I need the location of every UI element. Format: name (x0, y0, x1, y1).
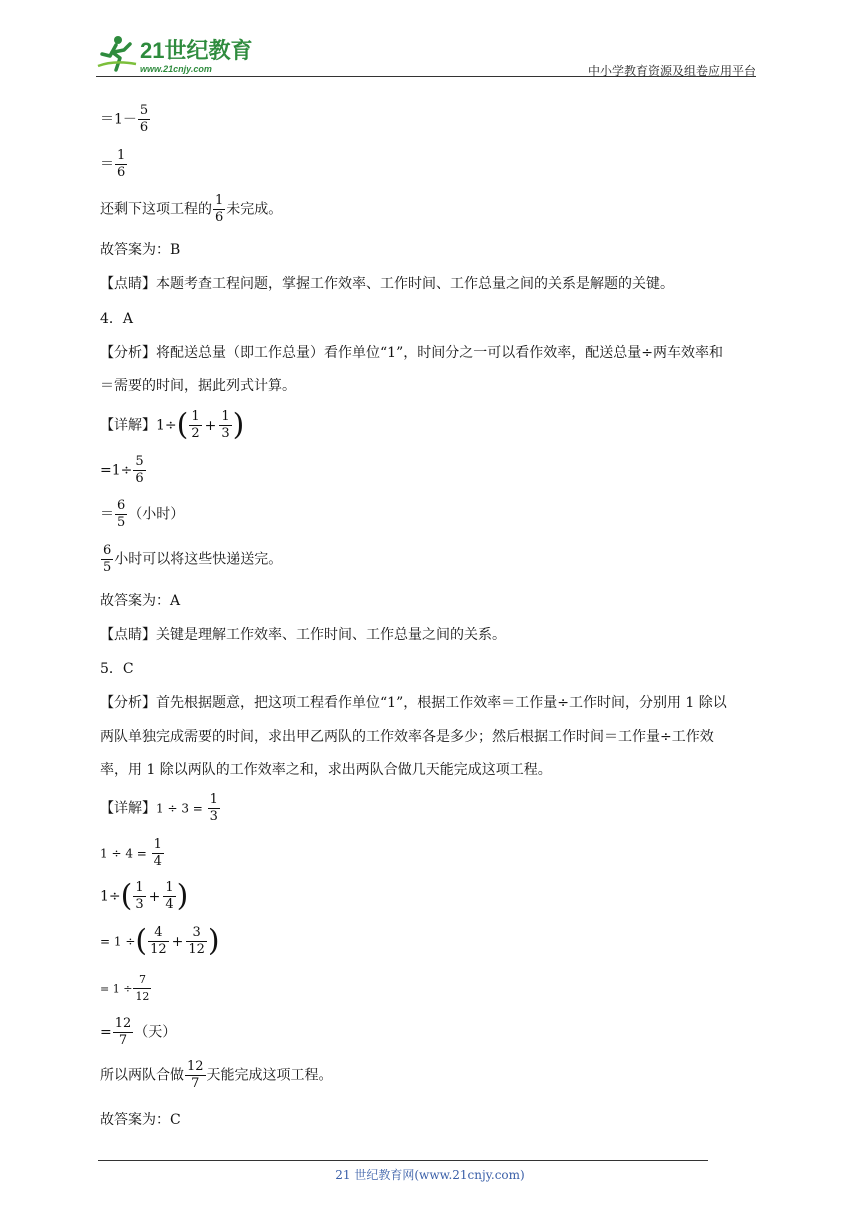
solution-line: 还剩下这项工程的 $\frac{1}{6}$ 未完成。 (100, 193, 283, 225)
answer-line: 故答案为：B (100, 242, 181, 258)
page-header (96, 32, 756, 78)
detail-line: 【详解】1 ÷ 3 = $\frac{1}{3}$ (100, 792, 218, 824)
detail-line: = 1 ÷( $\frac{4}{12}$ + $\frac{3}{12}$ ) (100, 923, 220, 959)
fraction: $\frac{1}{6}$ (215, 193, 224, 225)
fraction: $\frac{6}{5}$ (103, 543, 112, 575)
fraction: $\frac{3}{12}$ (188, 925, 205, 957)
detail-line: = 1 ÷ $\frac{7}{12}$ (100, 973, 150, 1003)
answer-line: 故答案为：A (100, 593, 181, 609)
question-heading: 4．A (100, 311, 134, 327)
analysis-line: 【分析】将配送总量（即工作总量）看作单位“1”，时间分之一可以看作效率，配送总量÷两车效率和 (100, 345, 723, 361)
site-logo (96, 32, 266, 78)
fraction: $\frac{1}{3}$ (209, 792, 218, 824)
footer-divider (98, 1160, 708, 1161)
detail-line: 所以两队合做 $\frac{12}{7}$ 天能完成这项工程。 (100, 1059, 333, 1091)
fraction: $\frac{1}{3}$ (135, 880, 144, 912)
analysis-line: 【分析】首先根据题意，把这项工程看作单位“1”，根据工作效率＝工作量÷工作时间，分别用 1 除以 (100, 695, 727, 711)
svg-text:21世纪教育: 21世纪教育 (140, 38, 253, 63)
runner-icon (98, 36, 136, 70)
solution-line: ＝ $\frac{1}{6}$ (100, 148, 126, 180)
detail-line: =1÷ $\frac{5}{6}$ (100, 454, 144, 486)
fraction: $\frac{1}{3}$ (221, 409, 230, 441)
detail-line: ＝ $\frac{6}{5}$ （小时） (100, 498, 185, 530)
solution-line: ＝1－ $\frac{5}{6}$ (100, 103, 149, 135)
fraction: $\frac{12}{7}$ (187, 1059, 204, 1091)
site-name: 中小学教育资源及组卷应用平台 (587, 64, 756, 78)
detail-line: = $\frac{12}{7}$ （天） (100, 1016, 177, 1048)
analysis-line: ＝需要的时间，据此列式计算。 (100, 378, 296, 394)
analysis-line: 两队单独完成需要的时间，求出甲乙两队的工作效率各是多少；然后根据工作时间＝工作量÷工作效 (100, 729, 714, 745)
fraction: $\frac{4}{12}$ (150, 925, 167, 957)
detail-line: 1 ÷ 4 = $\frac{1}{4}$ (100, 837, 162, 869)
comment-line: 【点睛】本题考查工程问题，掌握工作效率、工作时间、工作总量之间的关系是解题的关键。 (100, 276, 674, 292)
answer-line: 故答案为：C (100, 1112, 181, 1128)
header-divider (96, 76, 756, 77)
fraction: $\frac{1}{4}$ (153, 837, 162, 869)
fraction: $\frac{1}{4}$ (165, 880, 174, 912)
fraction: $\frac{7}{12}$ (135, 973, 150, 1003)
fraction: $\frac{6}{5}$ (117, 498, 126, 530)
comment-line: 【点睛】关键是理解工作效率、工作时间、工作总量之间的关系。 (100, 627, 506, 643)
detail-line: 【详解】1÷( $\frac{1}{2}$ + $\frac{1}{3}$ ) (100, 407, 245, 443)
fraction: $\frac{5}{6}$ (139, 103, 149, 135)
detail-line: $\frac{6}{5}$ 小时可以将这些快递送完。 (103, 543, 283, 575)
fraction: $\frac{5}{6}$ (135, 454, 144, 486)
detail-line: 1÷( $\frac{1}{3}$ + $\frac{1}{4}$ ) (100, 878, 189, 914)
analysis-line: 率，用 1 除以两队的工作效率之和，求出两队合做几天能完成这项工程。 (100, 762, 552, 778)
fraction: $\frac{1}{6}$ (117, 148, 126, 180)
footer-link[interactable]: 21 世纪教育网(www.21cnjy.com) (335, 1168, 525, 1182)
question-heading: 5．C (100, 661, 134, 677)
svg-text:www.21cnjy.com: www.21cnjy.com (140, 64, 212, 74)
fraction: $\frac{1}{2}$ (191, 409, 200, 441)
fraction: $\frac{12}{7}$ (114, 1016, 132, 1048)
